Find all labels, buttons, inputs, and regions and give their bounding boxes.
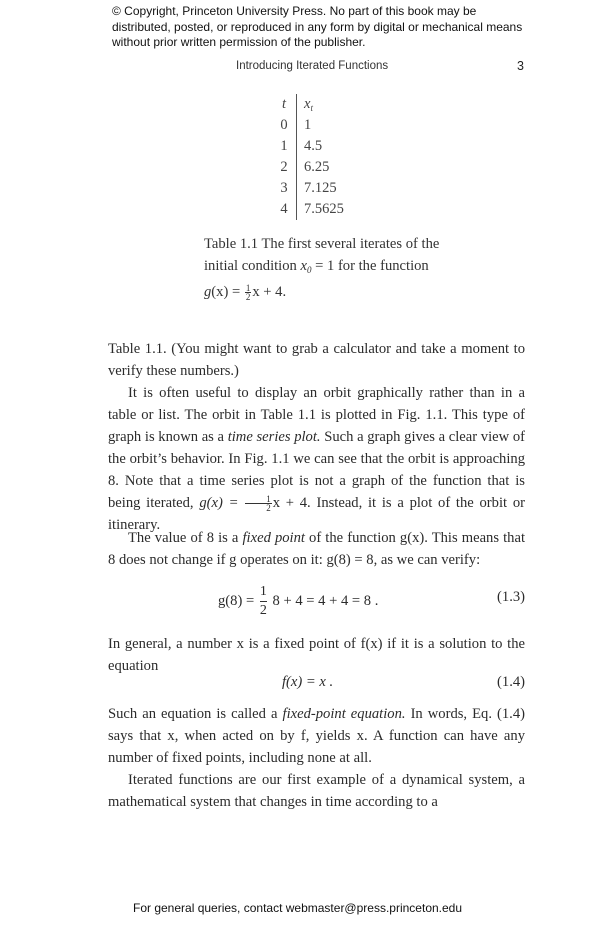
table-cell-x: 1 (304, 117, 312, 133)
equation-label: (1.3) (497, 589, 525, 605)
equation-1-4 (108, 674, 525, 704)
table-cell-x: 4.5 (304, 138, 323, 154)
body-paragraph-1: Table 1.1. (You might want to grab a calculator and take a moment to verify these numbers.) (108, 341, 525, 379)
table-cell-x: 7.5625 (304, 201, 344, 217)
equation-lhs: g(8) = (218, 592, 255, 609)
equation-label: (1.4) (497, 674, 525, 690)
table-cell-x: 7.125 (304, 180, 337, 196)
body-paragraph-5: Such an equation is called a fixed-point equation. In words, Eq. (1.4) says that x, when acted on by f, yields x. A function can have any number of fixed points, including none at all. (108, 706, 525, 766)
fraction-one-half: $\frac{1}{2}$ (245, 495, 272, 512)
table-cell-t: 3 (276, 178, 297, 199)
equation-body: f(x) = x . (282, 674, 334, 690)
table-cell-x: 6.25 (304, 159, 330, 175)
page-number: 3 (517, 59, 524, 73)
table-cell-t: 2 (276, 157, 297, 178)
body-paragraph-4: In general, a number x is a fixed point of f(x) if it is a solution to the equation (108, 636, 525, 674)
table-row (276, 178, 376, 199)
body-paragraph-6: Iterated functions are our first example of a dynamical system, a mathematical system that changes in time according to a (108, 772, 525, 810)
table-cell-t: 1 (276, 136, 297, 157)
table-row (276, 115, 376, 136)
column-header-x: $x_t$ (304, 96, 313, 113)
copyright-notice: © Copyright, Princeton University Press. No part of this book may be distributed, posted, or reproduced in any form by digital or mechanical means without prior written permission of the publisher. (112, 4, 523, 49)
table-cell-t: 4 (276, 199, 297, 220)
table-caption: Table 1.1 The first several iterates of the initial condition $x_0 = 1$ for the function g(x) = $\frac{1}{2}$ x + 4. (204, 236, 440, 303)
table-cell-t: 0 (276, 115, 297, 136)
body-paragraph-3: The value of 8 is a fixed point of the function g(x). This means that 8 does not change if g operates on it: g(8) = 8, as we can verify: (108, 530, 525, 568)
iterates-table (276, 94, 376, 220)
fraction-one-half: $\frac{1}{2}$ (245, 283, 251, 303)
body-paragraph-2: It is often useful to display an orbit graphically rather than in a table or list. The orbit in Table 1.1 is plotted in Fig. 1.1. This type of graph is known as a time series plot. Such a graph gives a clear view of the orbit’s behavior. In Fig. 1.1 we can see that the orbit is approaching 8. Note that a time series plot is not a graph of the function that is being iterated, g(x) = $\frac{1}{2}$ x + 4. Instead, it is a plot of the orbit or itinerary. (108, 385, 525, 533)
table-row (276, 157, 376, 178)
column-header-t: t (276, 94, 297, 115)
table-row (276, 199, 376, 220)
running-head: Introducing Iterated Functions (236, 60, 389, 72)
fraction-one-half: $\frac{1}{2}$ (259, 584, 267, 618)
table-header-row (276, 94, 376, 115)
footer-contact: For general queries, contact webmaster@press.princeton.edu (133, 901, 463, 915)
equation-1-3 (108, 584, 525, 619)
equation-rhs: 8 + 4 = 4 + 4 = 8 . (272, 592, 379, 609)
table-row (276, 136, 376, 157)
